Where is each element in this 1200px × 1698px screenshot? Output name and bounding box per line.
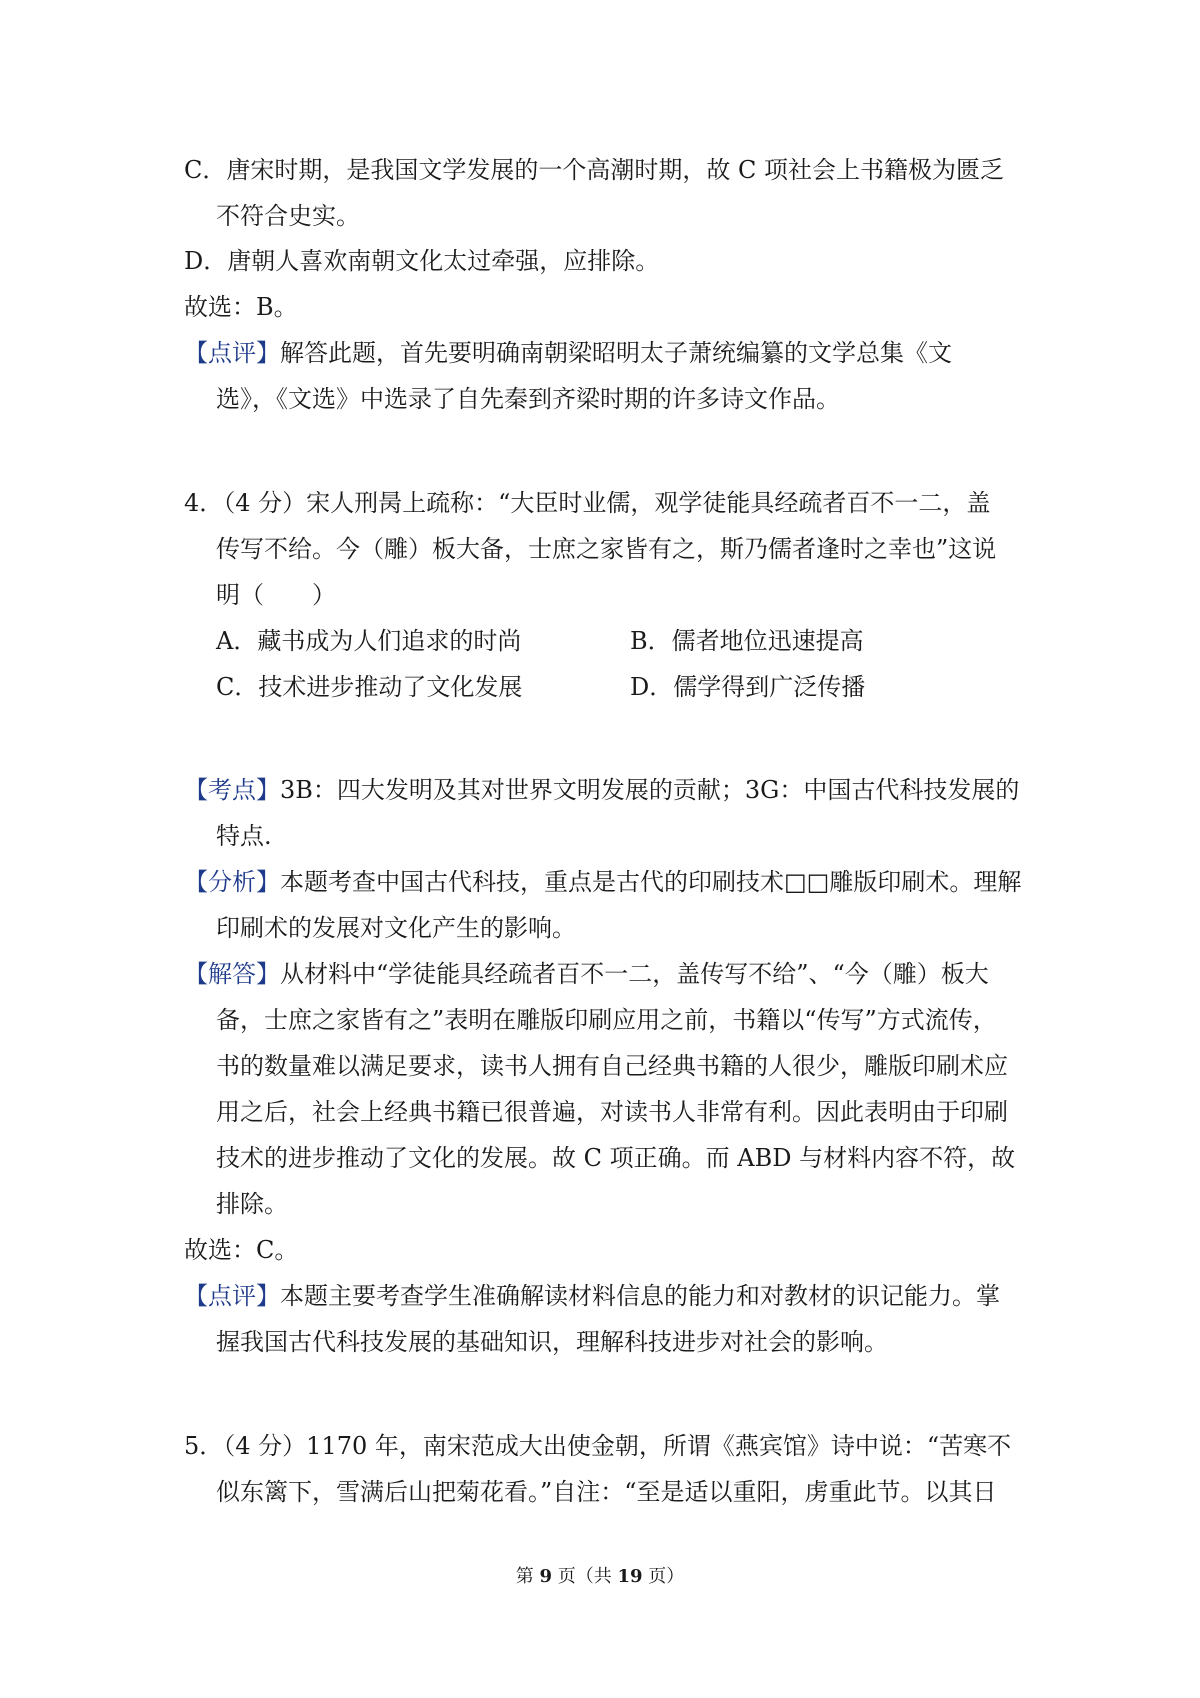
footer-page-number: 9 bbox=[539, 1566, 552, 1587]
q4-stem-line2: 传写不给。今（雕）板大备，士庶之家皆有之，斯乃儒者逢时之幸也”这说 bbox=[216, 535, 997, 563]
comment-tag: 【点评】 bbox=[184, 339, 280, 367]
jieda-line4: 用之后，社会上经典书籍已很普遍，对读书人非常有利。因此表明由于印刷 bbox=[216, 1098, 1008, 1126]
kaodian-line2: 特点. bbox=[216, 822, 272, 850]
q4-option-b: B．儒者地位迅速提高 bbox=[630, 627, 864, 655]
q4-stem-line3: 明（ ） bbox=[216, 581, 336, 609]
q3-comment-line1 bbox=[184, 337, 952, 369]
jieda-line1 bbox=[184, 958, 989, 990]
q3-comment-line2: 选》，《文选》中选录了自先秦到齐梁时期的许多诗文作品。 bbox=[216, 385, 840, 413]
q3-option-c-line1: C．唐宋时期，是我国文学发展的一个高潮时期，故 C 项社会上书籍极为匮乏 bbox=[184, 156, 1004, 184]
q5-stem-line2: 似东篱下，雪满后山把菊花看。”自注：“至是适以重阳，虏重此节。以其日 bbox=[216, 1478, 997, 1506]
q4-answer: 故选：C。 bbox=[184, 1236, 299, 1264]
q3-option-d: D．唐朝人喜欢南朝文化太过牵强，应排除。 bbox=[184, 247, 660, 275]
q3-answer: 故选：B。 bbox=[184, 293, 298, 321]
fenxi-line2: 印刷术的发展对文化产生的影响。 bbox=[216, 914, 576, 942]
footer-middle: 页（共 bbox=[552, 1566, 618, 1587]
kaodian-text: 3B：四大发明及其对世界文明发展的贡献；3G：中国古代科技发展的 bbox=[280, 776, 1020, 804]
dianping-line1 bbox=[184, 1280, 1000, 1312]
comment-text: 解答此题，首先要明确南朝梁昭明太子萧统编纂的文学总集《文 bbox=[280, 339, 952, 367]
jieda-line6: 排除。 bbox=[216, 1190, 288, 1218]
dianping-text: 本题主要考查学生准确解读材料信息的能力和对教材的识记能力。掌 bbox=[280, 1282, 1000, 1310]
kaodian-line1 bbox=[184, 774, 1019, 806]
jieda-line5: 技术的进步推动了文化的发展。故 C 项正确。而 ABD 与材料内容不符，故 bbox=[216, 1144, 1016, 1172]
kaodian-tag: 【考点】 bbox=[184, 776, 280, 804]
fenxi-text: 本题考查中国古代科技，重点是古代的印刷技术□□雕版印刷术。理解 bbox=[280, 868, 1022, 896]
footer-prefix: 第 bbox=[515, 1566, 540, 1587]
dianping-line2: 握我国古代科技发展的基础知识，理解科技进步对社会的影响。 bbox=[216, 1328, 888, 1356]
page-footer bbox=[0, 1565, 1200, 1589]
jieda-line3: 书的数量难以满足要求，读书人拥有自己经典书籍的人很少，雕版印刷术应 bbox=[216, 1052, 1008, 1080]
q4-stem-line1: 4．（4 分）宋人刑昺上疏称：“大臣时业儒，观学徒能具经疏者百不一二，盖 bbox=[184, 489, 991, 517]
fenxi-tag: 【分析】 bbox=[184, 868, 280, 896]
jieda-line2: 备，士庶之家皆有之”表明在雕版印刷应用之前，书籍以“传写”方式流传， bbox=[216, 1006, 997, 1034]
jieda-tag: 【解答】 bbox=[184, 960, 280, 988]
dianping-tag: 【点评】 bbox=[184, 1282, 280, 1310]
jieda-text: 从材料中“学徒能具经疏者百不一二，盖传写不给”、“今（雕）板大 bbox=[280, 960, 989, 988]
q4-option-c: C．技术进步推动了文化发展 bbox=[216, 673, 523, 701]
q5-stem-line1: 5．（4 分）1170 年，南宋范成大出使金朝，所谓《燕宾馆》诗中说：“苦寒不 bbox=[184, 1432, 1012, 1460]
q3-option-c-line2: 不符合史实。 bbox=[216, 202, 360, 230]
q4-option-a: A．藏书成为人们追求的时尚 bbox=[216, 627, 522, 655]
footer-total-pages: 19 bbox=[617, 1566, 643, 1587]
fenxi-line1 bbox=[184, 866, 1021, 898]
footer-suffix: 页） bbox=[642, 1566, 685, 1587]
q4-option-d: D．儒学得到广泛传播 bbox=[630, 673, 866, 701]
